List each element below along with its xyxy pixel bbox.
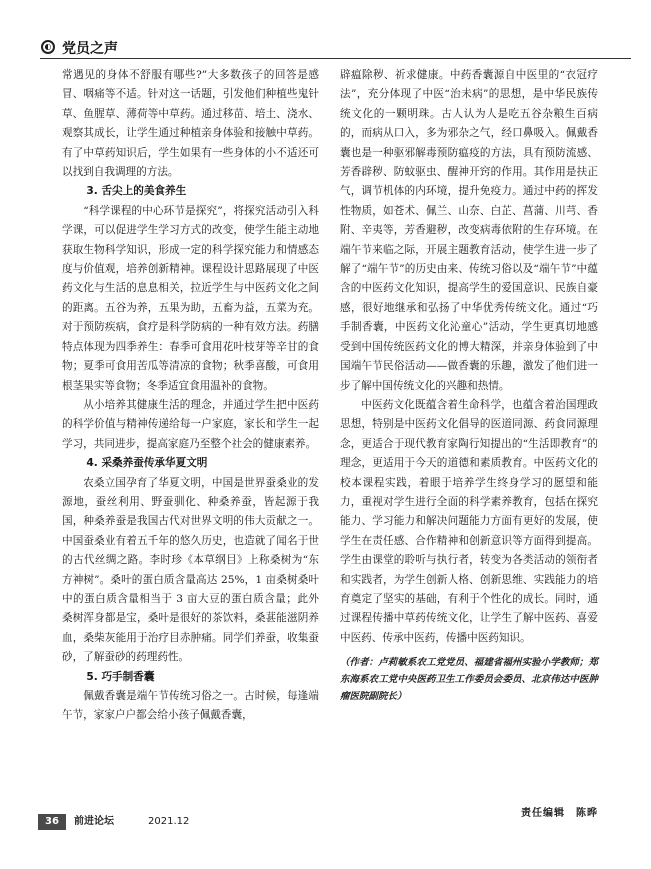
paragraph: 佩戴香囊是端午节传统习俗之一。古时候，每逢端午节，家家户户都会给小孩子佩戴香囊， — [62, 690, 319, 722]
page-footer — [38, 814, 238, 830]
author-note: （作者：卢莉敏系农工党党员、福建省福州实验小学教师；郑东海系农工党中央医药卫生工作委员会委员、北京伟达中医肿瘤医院副院长） — [340, 657, 598, 703]
page-header — [0, 0, 651, 58]
journal-name: 前进论坛 — [74, 816, 114, 827]
left-column — [62, 66, 319, 726]
header-rule — [40, 58, 631, 59]
paragraph: 从小培养其健康生活的理念，并通过学生把中医药的科学价值与精神传递给每一户家庭，家长和学生一起学习，共同进步，提高家庭乃至整个社会的健康素养。 — [62, 398, 319, 450]
section-title: 党员之声 — [62, 41, 118, 57]
paragraph: 农桑立国孕育了华夏文明，中国是世界蚕桑业的发源地，蚕丝利用、野蚕驯化、种桑养蚕，皆起源于我国，种桑养蚕是我国古代对世界文明的伟大贡献之一。中国蚕桑业有着五千年的悠久历史，也造就了闻名于世的古代丝绸之路。李时珍《本草纲目》上称桑树为“东方神树”。桑叶的蛋白质含量高达 25%，1 亩桑树桑叶中的蛋白质含量相当于 3 亩大豆的蛋白质含量；此外桑树浑身都是宝，桑叶是很好的茶饮料，桑葚能滋阴养血，桑柴灰能用于治疗目赤肿痛。同学们养蚕，收集蚕砂，了解蚕砂的药理药性。 — [62, 476, 319, 664]
paragraph: 中医药文化既蕴含着生命科学，也蕴含着治国理政思想，特别是中医药文化倡导的医道同源、药食同源理念，更适合于现代教育家陶行知提出的“生活即教育”的理念，更适用于今天的道德和素质教育。中医药文化的校本课程实践，着眼于培养学生终身学习的愿望和能力，重视对学生进行全面的科学素养教育，包括在探究能力、学习能力和解决问题能力方面有更好的发展，使学生在责任感、合作精神和创新意识等方面得到提高。学生由课堂的聆听与执行者，转变为各类活动的领衔者和实践者，为学生创新人格、创新思维、实践能力的培育奠定了坚实的基础，有利于个性化的成长。同时，通过课程传播中草药传统文化，让学生了解中医药、喜爱中医药、传承中医药，传播中医药知识。 — [340, 398, 598, 644]
subheading: 5. 巧手制香囊 — [86, 670, 155, 683]
paragraph: “科学课程的中心环节是探究”，将探究活动引入科学课，可以促进学生学习方式的改变，使学生能主动地获取生物科学知识，形成一定的科学探究能力和情感态度与价值观，培养创新精神。课程设计思路展现了中医药文化与生活的息息相关，拉近学生与中医药文化之间的距离。五谷为养，五果为助，五畜为益，五菜为充。对于预防疾病，食疗是科学防病的一种有效方法。药膳特点体现为四季养生：春季可食用花叶枝芽等辛甘的食物；夏季可食用苦瓜等清凉的食物；秋季喜酸，可食用根茎果实等食物；冬季适宜食用温补的食物。 — [62, 204, 319, 392]
paragraph: 常遇见的身体不舒服有哪些?”大多数孩子的回答是感冒、咽痛等不适。针对这一话题，引发他们种植些鬼针草、鱼腥草、薄荷等中草药。通过移苗、培土、浇水、观察其成长，让学生通过种植亲身体验和接触中草药。有了中草药知识后，学生如果有一些身体的小不适还可以找到自我调理的方法。 — [62, 69, 319, 179]
right-column — [340, 66, 598, 705]
page-number: 36 — [38, 814, 66, 830]
subheading: 3. 舌尖上的美食养生 — [86, 185, 187, 198]
logo-icon: ◐ — [41, 40, 55, 54]
subheading: 4. 采桑养蚕传承华夏文明 — [86, 457, 208, 470]
paragraph: 辟瘟除秽、祈求健康。中药香囊源自中医里的“衣冠疗法”，充分体现了中医“治未病”的思想，是中华民族传统文化的一颗明珠。古人认为人是吃五谷杂粮生百病的，而病从口入，多为邪杂之气，经口鼻吸入。佩戴香囊也是一种驱邪解毒预防瘟疫的方法，具有预防流感、芳香辟秽、防蚊驱虫、醒神开窍的作用。其作用是扶正气，调节机体的内环境，提升免疫力。通过中药的挥发性物质，如苍术、佩兰、山奈、白芷、菖蒲、川芎、香附、辛夷等，芳香避秽，改变病毒依附的生存环境。在端午节来临之际，开展主题教育活动，使学生进一步了解了“端午节”的历史由来、传统习俗以及“端午节”中蕴含的中医药文化知识，提高学生的爱国意识、民族自豪感，很好地继承和弘扬了中华优秀传统文化。通过“巧手制香囊，中医药文化沁童心”活动，学生更真切地感受到中国传统医药文化的博大精深，并亲身体验到了中国端午节民俗活动——做香囊的乐趣，激发了他们进一步了解中国传统文化的兴趣和热情。 — [340, 69, 598, 392]
issue-number: 2021.12 — [148, 816, 190, 827]
editor-credit: 责任编辑 陈晔 — [521, 808, 598, 819]
